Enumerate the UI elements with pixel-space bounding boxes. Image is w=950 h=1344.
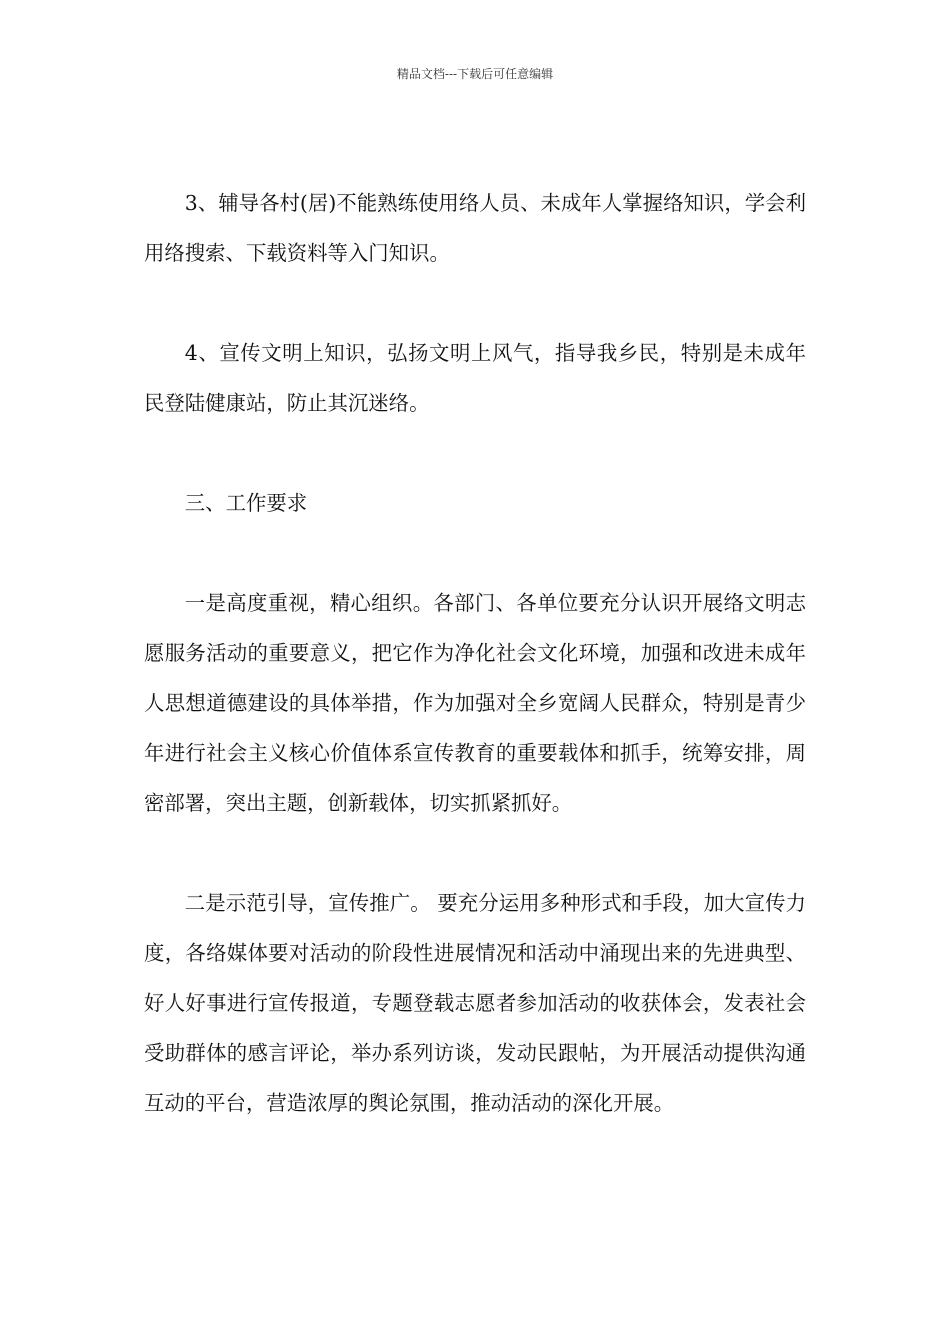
document-body xyxy=(144,178,806,1128)
paragraph-gap xyxy=(144,528,806,578)
paragraph-gap xyxy=(144,428,806,478)
paragraph-gap xyxy=(144,828,806,878)
paragraph-requirement-2: 二是示范引导，宣传推广。 要充分运用多种形式和手段，加大宣传力度，各络媒体要对活动的阶段性进展情况和活动中涌现出来的先进典型、好人好事进行宣传报道，专题登载志愿者参加活动的收获体会，发表社会受助群体的感言评论，举办系列访谈，发动民跟帖，为开展活动提供沟通互动的平台，营造浓厚的舆论氛围，推动活动的深化开展。 xyxy=(144,891,806,1115)
paragraph-item-3: 3、辅导各村(居)不能熟练使用络人员、未成年人掌握络知识，学会利用络搜索、下载资料等入门知识。 xyxy=(144,191,806,265)
section-heading: 三、工作要求 xyxy=(184,491,308,515)
paragraph-item-4: 4、宣传文明上知识，弘扬文明上风气，指导我乡民，特别是未成年民登陆健康站，防止其沉迷络。 xyxy=(144,341,806,415)
paragraph-gap xyxy=(144,278,806,328)
paragraph-requirement-1: 一是高度重视，精心组织。各部门、各单位要充分认识开展络文明志愿服务活动的重要意义，把它作为净化社会文化环境，加强和改进未成年人思想道德建设的具体举措，作为加强对全乡宽阔人民群众，特别是青少年进行社会主义核心价值体系宣传教育的重要载体和抓手，统筹安排，周密部署，突出主题，创新载体，切实抓紧抓好。 xyxy=(144,591,806,815)
page-header: 精品文档---下载后可任意编辑 xyxy=(396,67,554,81)
